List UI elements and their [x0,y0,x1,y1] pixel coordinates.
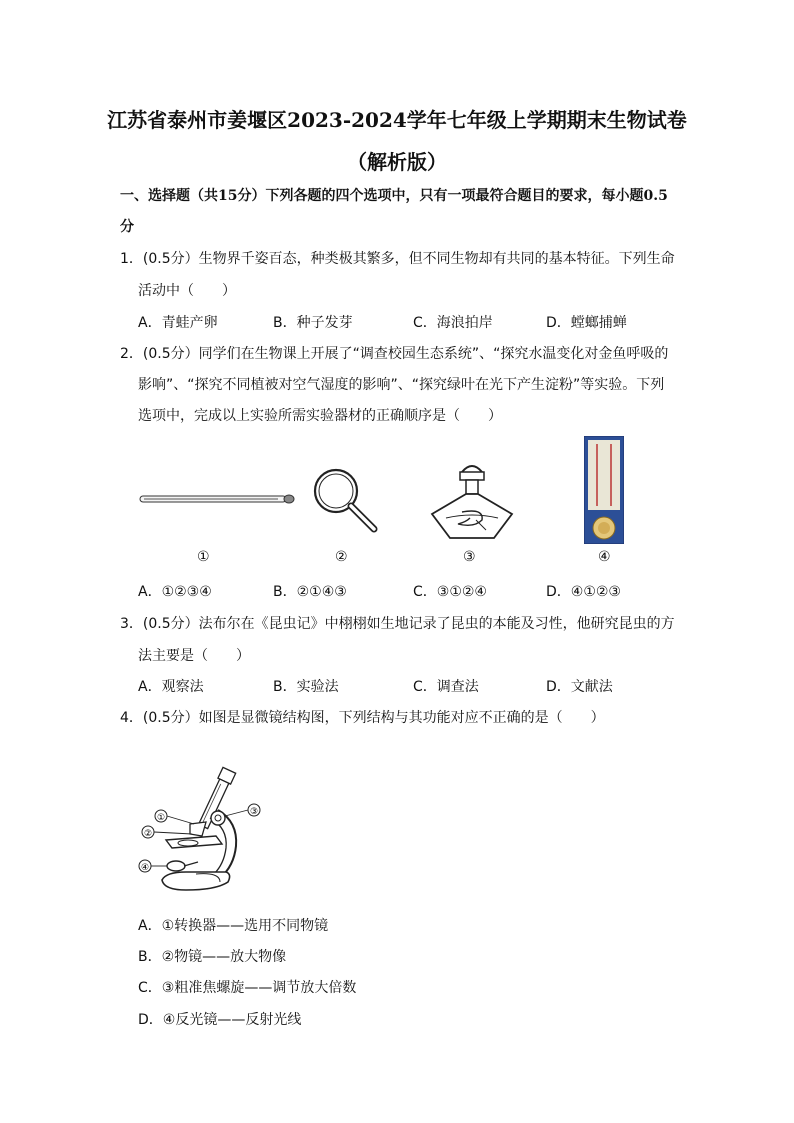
q3-option-b: B．实验法 [273,679,339,695]
q2-option-c: C．③①②④ [413,584,487,600]
q4-option-a: A．①转换器——选用不同物镜 [138,918,329,934]
q2-figure-label-4: ④ [598,549,611,565]
q2-stem-line2: 影响”、“探究不同植被对空气湿度的影响”、“探究绿叶在光下产生淀粉”等实验。下列 [138,377,665,393]
microscope-label-2: ② [143,829,153,839]
hygrometer-figure [584,436,624,544]
q2-figure-label-1: ① [197,549,210,565]
q2-stem-line3: 选项中，完成以上实验所需实验器材的正确顺序是（ ） [138,408,502,424]
q1-option-d: D．螳螂捕蝉 [546,315,627,331]
q3-option-d: D．文献法 [546,679,613,695]
section-heading-line1: 一、选择题（共15分）下列各题的四个选项中，只有一项最符合题目的要求，每小题0.5 [120,188,668,204]
q1-option-b: B．种子发芽 [273,315,353,331]
q1-stem-line2: 活动中（ ） [138,283,236,299]
thermometer-figure [138,492,296,506]
magnifier-figure [310,465,380,535]
q1-option-c: C．海浪拍岸 [413,315,493,331]
q2-option-b: B．②①④③ [273,584,347,600]
q3-stem-line2: 法主要是（ ） [138,648,250,664]
q3-stem-line1: 3．(0.5分）法布尔在《昆虫记》中栩栩如生地记录了昆虫的本能及习性，他研究昆虫的方 [120,616,675,632]
doc-title-line2: （解析版） [347,150,447,174]
q4-stem-line1: 4．(0.5分）如图是显微镜结构图，下列结构与其功能对应不正确的是（ ） [120,710,605,726]
doc-title-line1: 江苏省泰州市姜堰区2023-2024学年七年级上学期期末生物试卷 [107,108,687,132]
q1-stem-line1: 1．(0.5分）生物界千姿百态，种类极其繁多，但不同生物却有共同的基本特征。下列生命 [120,251,675,267]
q4-option-d: D．④反光镜——反射光线 [138,1012,302,1028]
q3-option-c: C．调查法 [413,679,479,695]
q2-option-a: A．①②③④ [138,584,212,600]
microscope-label-3: ③ [249,807,259,817]
microscope-figure [136,766,266,898]
q4-option-b: B．②物镜——放大物像 [138,949,287,965]
q3-option-a: A．观察法 [138,679,204,695]
q4-option-c: C．③粗准焦螺旋——调节放大倍数 [138,980,357,996]
microscope-label-1: ① [156,813,166,823]
q2-stem-line1: 2．(0.5分）同学们在生物课上开展了“调查校园生态系统”、“探究水温变化对金鱼呼吸的 [120,346,669,362]
q2-figure-label-2: ② [335,549,348,565]
section-heading-line2: 分 [120,219,134,235]
q2-option-d: D．④①②③ [546,584,621,600]
q2-figure-label-3: ③ [463,549,476,565]
microscope-label-4: ④ [140,863,150,873]
q1-option-a: A．青蛙产卵 [138,315,218,331]
fish-flask-figure [426,456,518,544]
